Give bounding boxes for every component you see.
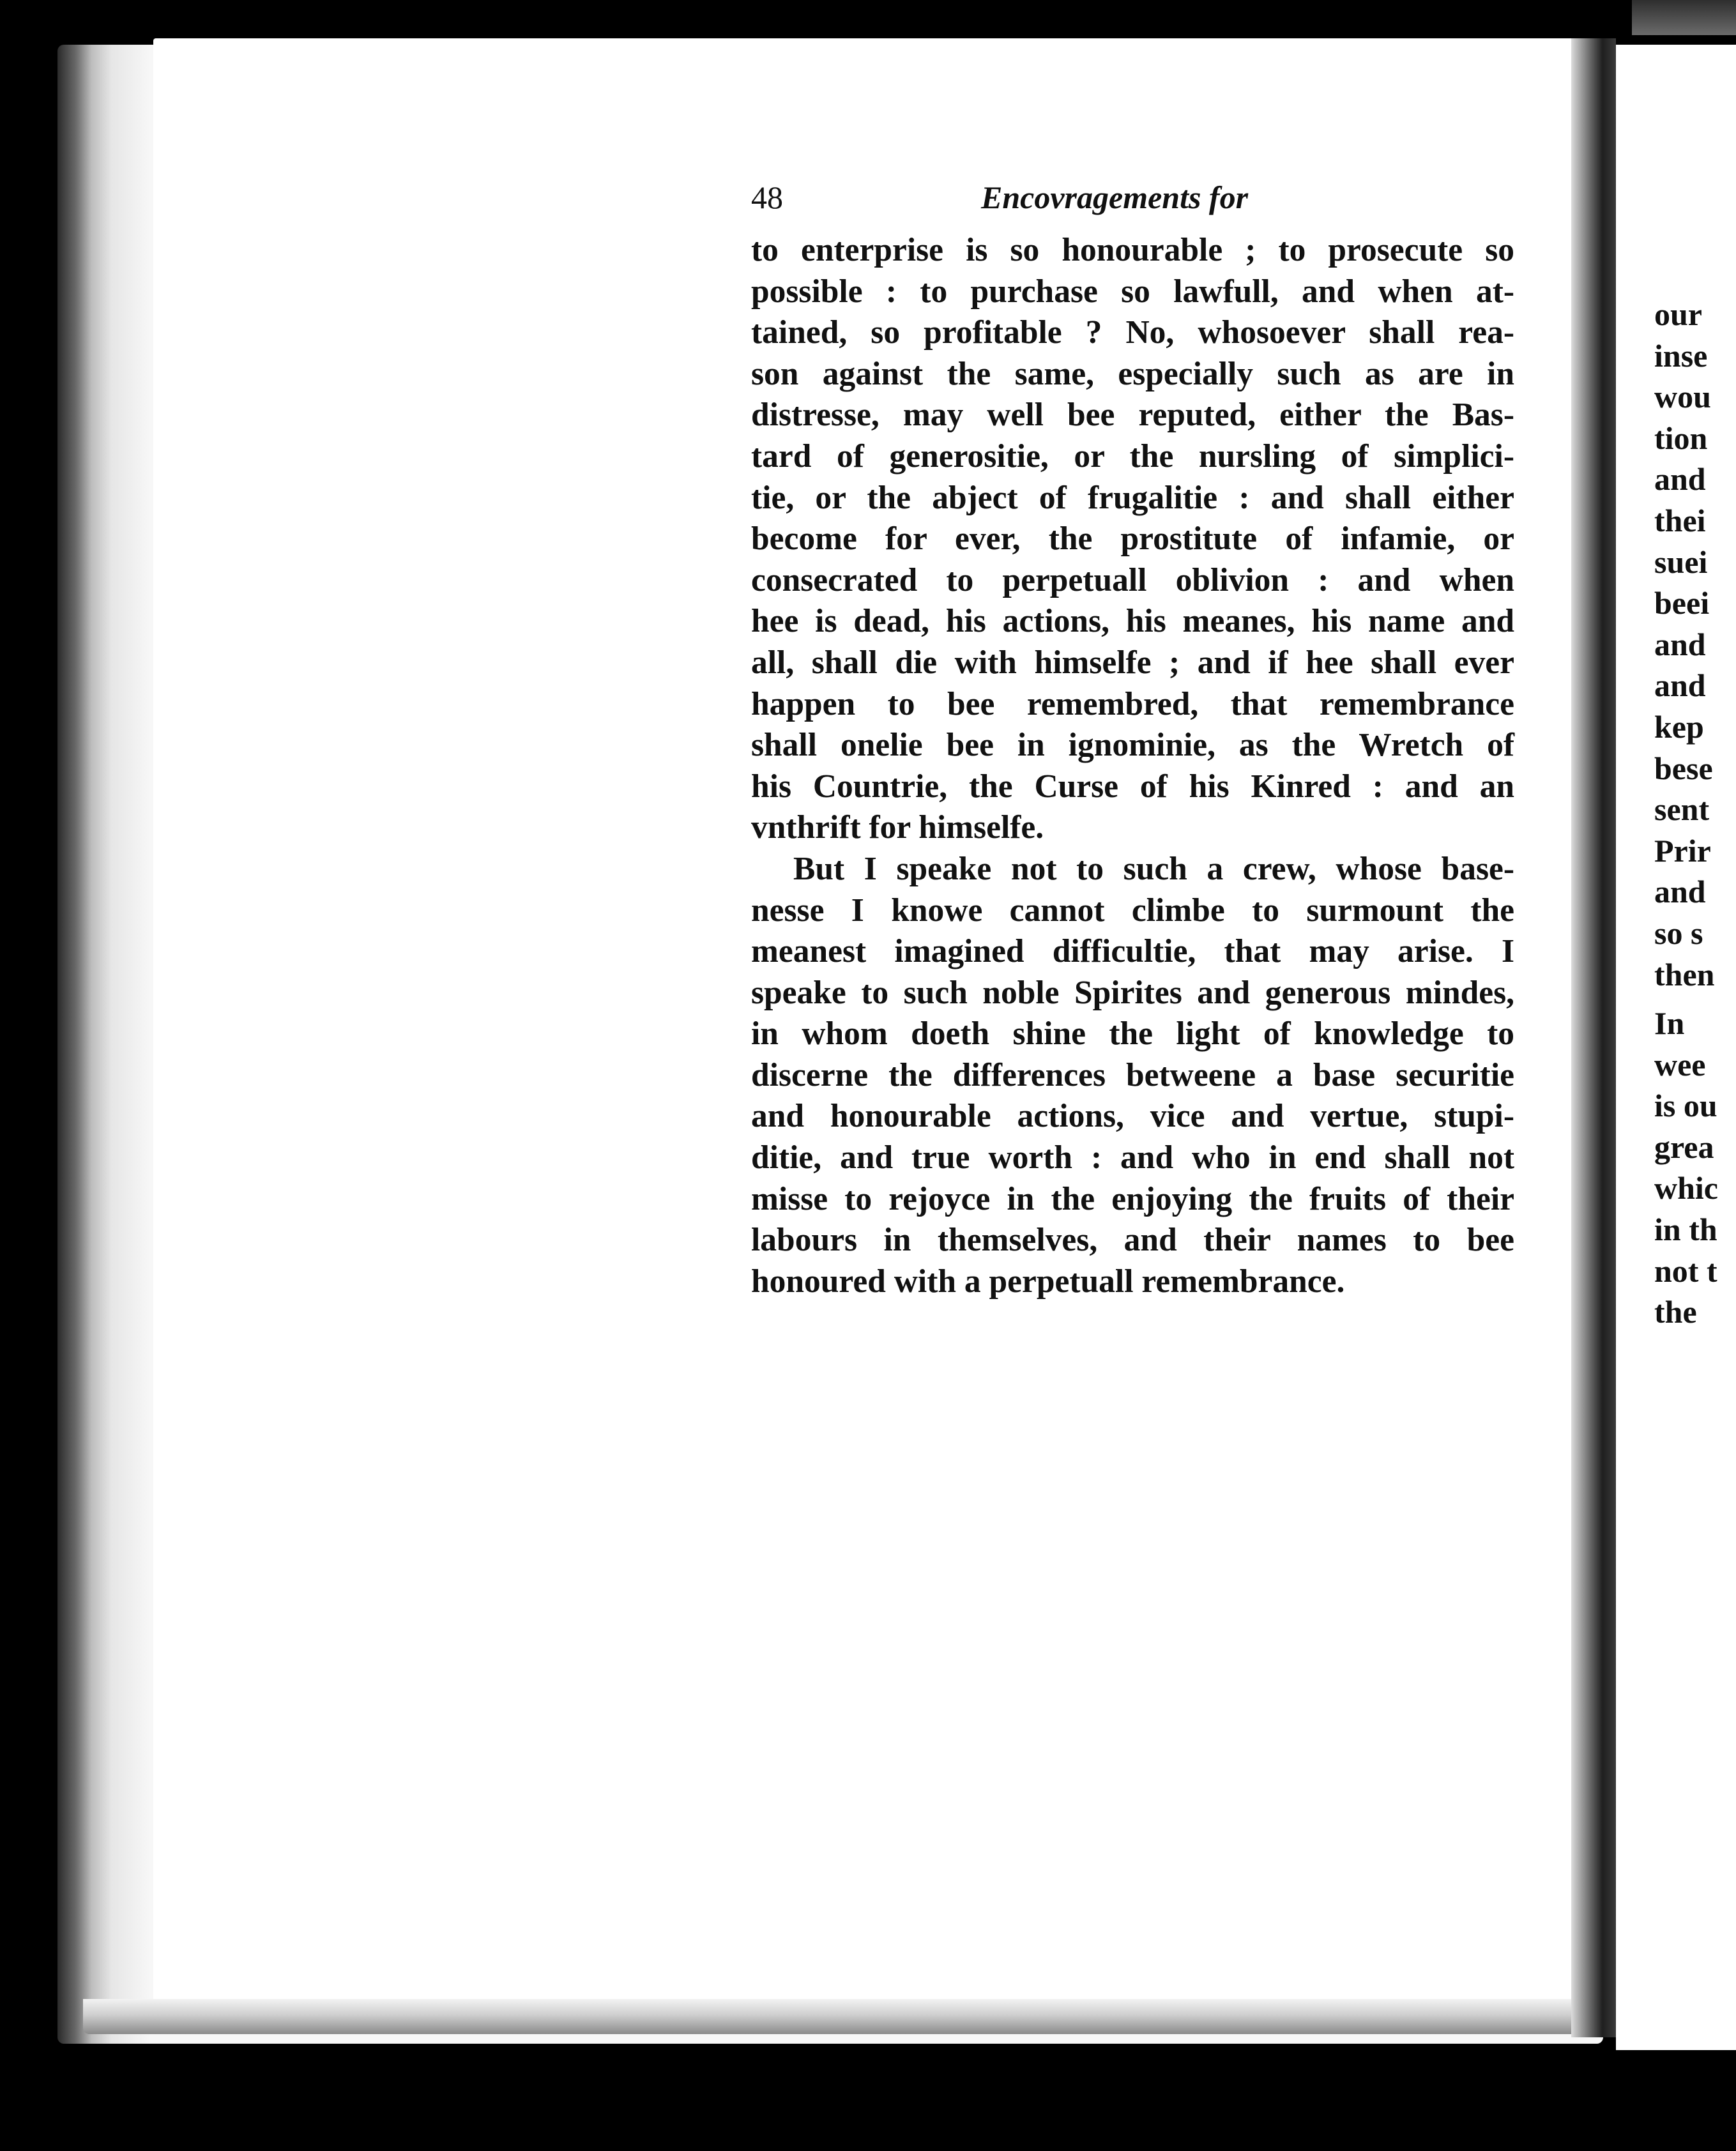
- text-line: in whom doeth shine the light of knowledge to: [751, 1015, 1514, 1053]
- facing-page-text: [1654, 294, 1718, 1333]
- facing-line-fragment: [1654, 995, 1718, 1003]
- text-line: hee is dead, his actions, his meanes, his name and: [751, 603, 1514, 640]
- text-line: misse to rejoyce in the enjoying the fruits of their: [751, 1180, 1514, 1217]
- running-title: Encovragements for: [981, 179, 1249, 215]
- text-line: nesse I knowe cannot climbe to surmount the: [751, 892, 1514, 929]
- text-line: shall onelie bee in ignominie, as the Wretch of: [751, 727, 1514, 764]
- page-number: 48: [751, 179, 783, 215]
- facing-line-fragment: suei: [1654, 543, 1708, 580]
- text-line: tie, or the abject of frugalitie : and shall either: [751, 479, 1514, 516]
- facing-line-fragment: sent: [1654, 791, 1710, 828]
- facing-line-fragment: inse: [1654, 337, 1708, 374]
- text-line: tard of generositie, or the nursling of simplici-: [751, 437, 1514, 475]
- facing-line-fragment: whic: [1654, 1170, 1718, 1206]
- facing-line-fragment: kep: [1654, 708, 1704, 745]
- facing-line-fragment: our: [1654, 296, 1702, 332]
- text-line: to enterprise is so honourable ; to prosecute so: [751, 232, 1514, 268]
- page-bottom-edge: [83, 1999, 1590, 2034]
- body-text: [751, 230, 1514, 1302]
- facing-line-fragment: wou: [1654, 379, 1711, 415]
- text-line: ditie, and true worth : and who in end shall not: [751, 1139, 1514, 1176]
- text-line: discerne the differences betweene a base securitie: [751, 1056, 1514, 1093]
- text-line: But I speake not to such a crew, whose base-: [793, 850, 1514, 887]
- facing-line-fragment: beei: [1654, 585, 1710, 621]
- facing-line-fragment: so s: [1654, 915, 1703, 951]
- text-line: his Countrie, the Curse of his Kinred : and an: [751, 768, 1514, 805]
- facing-line-fragment: grea: [1654, 1129, 1714, 1165]
- text-line: labours in themselves, and their names to bee: [751, 1222, 1514, 1259]
- binding-edge: [1632, 0, 1736, 35]
- facing-line-fragment: thei: [1654, 502, 1706, 538]
- paragraph: [751, 230, 1514, 849]
- text-line: tained, so profitable ? No, whosoever shall rea-: [751, 314, 1514, 351]
- facing-line-fragment: Prir: [1654, 832, 1711, 869]
- facing-line-fragment: and: [1654, 461, 1706, 498]
- facing-line-fragment: the: [1654, 1294, 1697, 1330]
- facing-line-fragment: tion: [1654, 420, 1708, 456]
- text-line: possible : to purchase so lawfull, and when at-: [751, 273, 1514, 310]
- text-line: distresse, may well bee reputed, either the Bas-: [751, 397, 1514, 434]
- facing-line-fragment: and: [1654, 874, 1706, 910]
- running-head: [751, 179, 1514, 230]
- facing-line-fragment: not t: [1654, 1252, 1717, 1289]
- facing-line-fragment: and: [1654, 667, 1706, 704]
- text-line: become for ever, the prostitute of infamie, or: [751, 521, 1514, 558]
- facing-line-fragment: in th: [1654, 1212, 1717, 1248]
- text-line: and honourable actions, vice and vertue, stupi-: [751, 1098, 1514, 1135]
- facing-line-fragment: and: [1654, 626, 1706, 662]
- text-line: happen to bee remembred, that remembrance: [751, 685, 1514, 722]
- text-line: speake to such noble Spirites and generous mindes,: [751, 974, 1514, 1011]
- facing-line-fragment: then: [1654, 956, 1715, 992]
- facing-line-fragment: wee: [1654, 1046, 1706, 1083]
- page-text: [751, 179, 1514, 1302]
- text-line: meanest imagined difficultie, that may arise. I: [751, 933, 1514, 970]
- text-line: son against the same, especially such as are in: [751, 355, 1514, 392]
- facing-line-fragment: is ou: [1654, 1088, 1717, 1124]
- text-line: vnthrift for himselfe.: [751, 809, 1044, 846]
- text-line: honoured with a perpetuall remembrance.: [751, 1263, 1345, 1300]
- paragraph: [751, 849, 1514, 1303]
- text-line: consecrated to perpetuall oblivion : and when: [751, 561, 1514, 598]
- facing-line-fragment: bese: [1654, 750, 1713, 786]
- facing-line-fragment: In: [1654, 1005, 1685, 1042]
- book-gutter: [1571, 38, 1616, 2037]
- text-line: all, shall die with himselfe ; and if hee shall ever: [751, 644, 1514, 681]
